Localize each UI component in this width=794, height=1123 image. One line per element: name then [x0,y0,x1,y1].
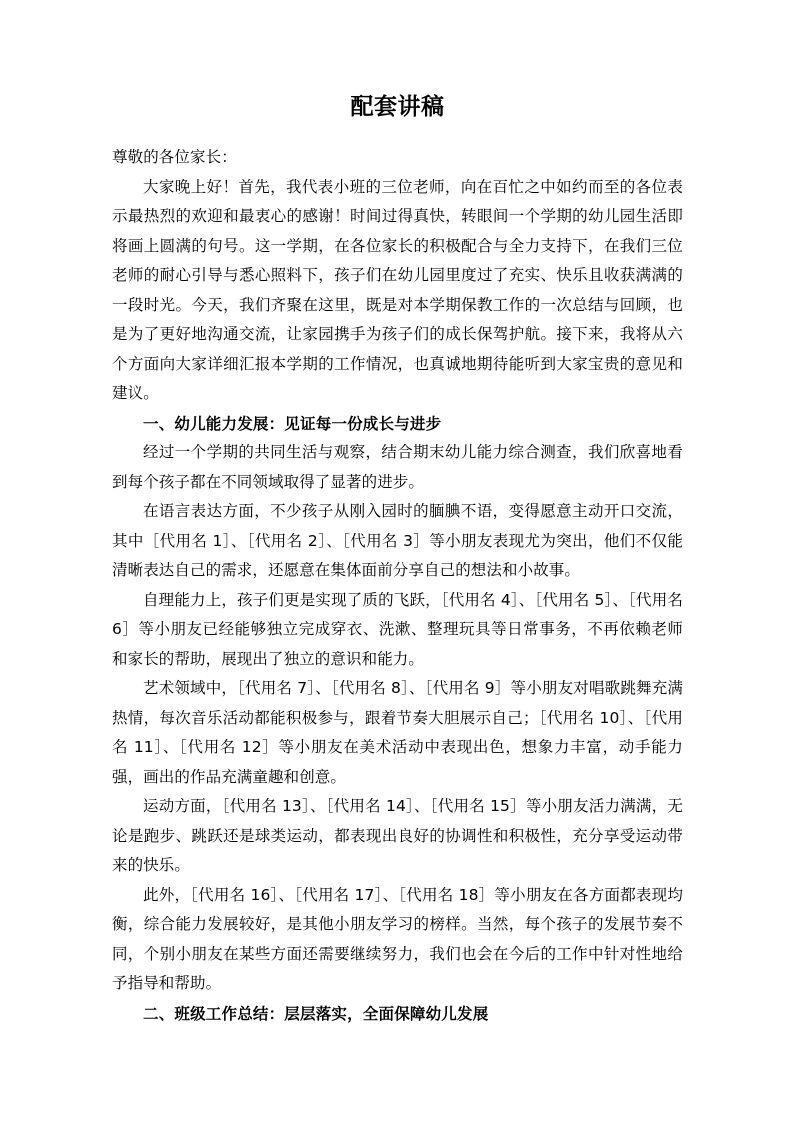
paragraph-overall-progress: 经过一个学期的共同生活与观察，结合期末幼儿能力综合测查，我们欣喜地看到每个孩子都在不同领域取得了显著的进步。 [112,443,683,491]
document-content [112,90,683,1028]
section-heading-1: 一、幼儿能力发展：见证每一份成长与进步 [143,413,442,433]
page-title: 配套讲稿 [350,93,445,120]
section-heading-2: 二、班级工作总结：层层落实，全面保障幼儿发展 [143,1003,489,1023]
paragraph-opening-remarks: 大家晚上好！首先，我代表小班的三位老师，向在百忙之中如约而至的各位表示最热烈的欢迎和最衷心的感谢！时间过得真快，转眼间一个学期的幼儿园生活即将画上圆满的句号。这一学期，在各位家长的积极配合与全力支持下，在我们三位老师的耐心引导与悉心照料下，孩子们在幼儿园里度过了充实、快乐且收获满满的一段时光。今天，我们齐聚在这里，既是对本学期保教工作的一次总结与回顾，也是为了更好地沟通交流，让家园携手为孩子们的成长保驾护航。接下来，我将从六个方面向大家详细汇报本学期的工作情况，也真诚地期待能听到大家宝贵的意见和建议。 [112,177,683,402]
paragraph-balanced-development: 此外，［代用名 16］、［代用名 17］、［代用名 18］等小朋友在各方面都表现均衡，综合能力发展较好，是其他小朋友学习的榜样。当然，每个孩子的发展节奏不同，个别小朋友在某些方面还需要继续努力，我们也会在今后的工作中针对性地给予指导和帮助。 [112,885,683,992]
document-body [112,173,683,1029]
salutation-line: 尊敬的各位家长： [112,148,237,166]
paragraph-arts-development: 艺术领域中，［代用名 7］、［代用名 8］、［代用名 9］等小朋友对唱歌跳舞充满热情，每次音乐活动都能积极参与，跟着节奏大胆展示自己；［代用名 10］、［代用名 11］、［代用名 12］等小朋友在美术活动中表现出色，想象力丰富，动手能力强，画出的作品充满童趣和创意。 [112,679,683,786]
paragraph-self-care-development: 自理能力上，孩子们更是实现了质的飞跃，［代用名 4］、［代用名 5］、［代用名 6］等小朋友已经能够独立完成穿衣、洗漱、整理玩具等日常事务，不再依赖老师和家长的帮助，展现出了独立的意识和能力。 [112,590,683,668]
paragraph-language-development: 在语言表达方面，不少孩子从刚入园时的腼腆不语，变得愿意主动开口交流，其中［代用名 1］、［代用名 2］、［代用名 3］等小朋友表现尤为突出，他们不仅能清晰表达自己的需求，还愿意在集体面前分享自己的想法和小故事。 [112,502,683,579]
paragraph-sports-development: 运动方面，［代用名 13］、［代用名 14］、［代用名 15］等小朋友活力满满，无论是跑步、跳跃还是球类运动，都表现出良好的协调性和积极性，充分享受运动带来的快乐。 [112,797,683,874]
